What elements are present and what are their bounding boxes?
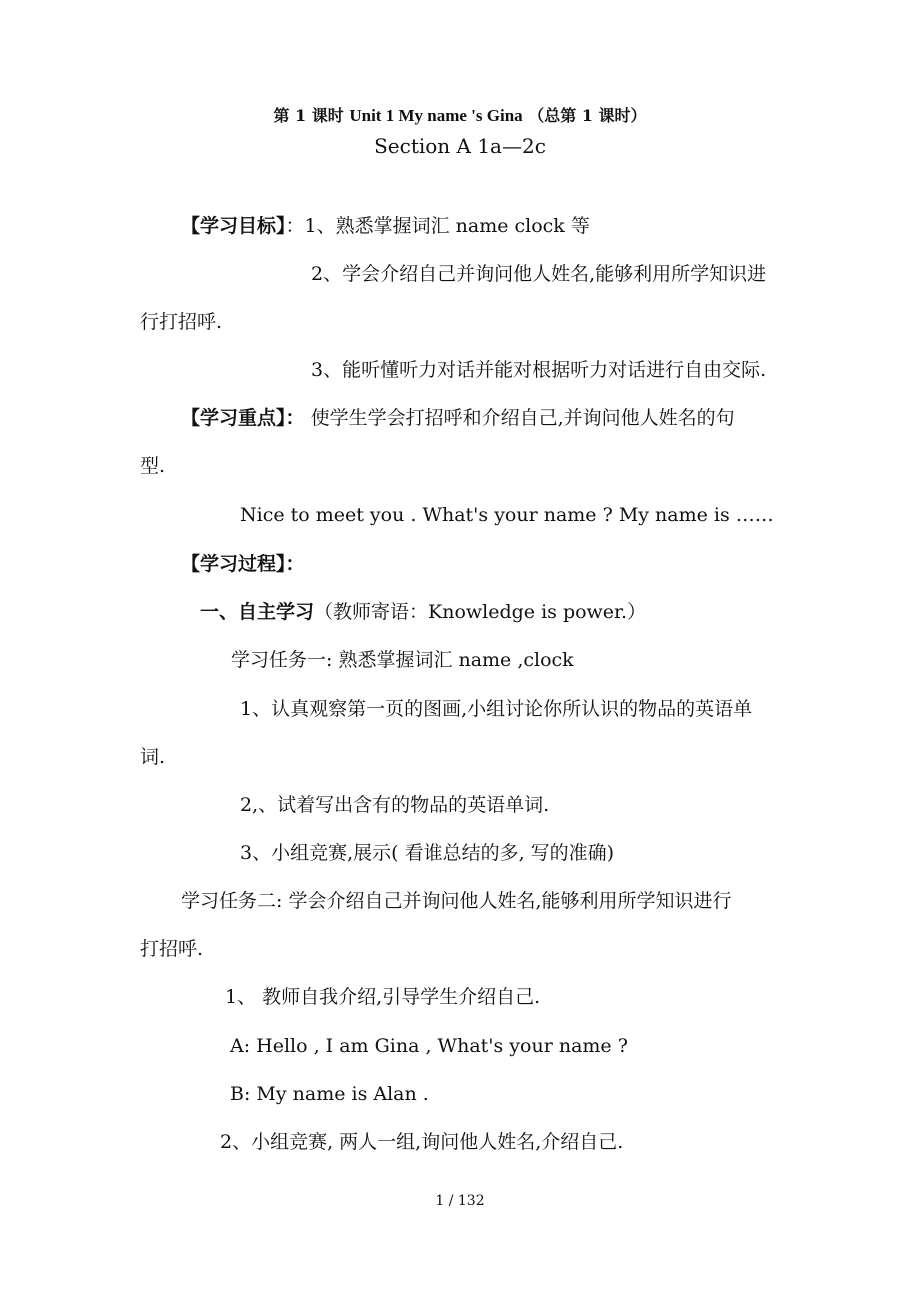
objectives-line-1 (181, 214, 590, 238)
objective-2a: 2、学会介绍自己并询问他人姓名,能够利用所学知识进 (311, 263, 767, 285)
objectives-label: 【学习目标】 (181, 215, 286, 237)
task2b: 打招呼. (140, 938, 204, 960)
lesson-title (0, 104, 920, 128)
page-number: 1 / 132 (435, 1193, 485, 1209)
task1-step1b: 词. (140, 746, 166, 768)
objective-2b: 行打招呼. (140, 311, 223, 333)
key-sentences: Nice to meet you . What's your name ? My name is …… (240, 504, 774, 526)
part1-title: 一、自主学习 (200, 601, 315, 623)
task2-step1: 1、 教师自我介绍,引导学生介绍自己. (225, 986, 541, 1008)
focus-line-1 (181, 406, 735, 430)
task1: 学习任务一: 熟悉掌握词汇 name ,clock (231, 649, 574, 671)
part1-motto: （教师寄语：Knowledge is power.） (314, 601, 647, 623)
focus-line-2: 型. (140, 455, 166, 477)
task1-step3: 3、小组竞赛,展示( 看谁总结的多, 写的准确) (240, 842, 615, 864)
objective-3: 3、能听懂听力对话并能对根据听力对话进行自由交际. (311, 359, 767, 381)
task2-step2: 2、小组竞赛, 两人一组,询问他人姓名,介绍自己. (220, 1131, 624, 1153)
lesson-number: 第 1 课时 (273, 106, 344, 125)
focus-label: 【学习重点】： (181, 407, 305, 429)
total-lesson: （总第 1 课时） (528, 106, 647, 125)
task1-step1a: 1、认真观察第一页的图画,小组讨论你所认识的物品的英语单 (240, 698, 753, 720)
dialog-line-b: B: My name is Alan . (230, 1083, 429, 1105)
task1-step2: 2,、试着写出含有的物品的英语单词. (240, 794, 550, 816)
objective-1: ：1、熟悉掌握词汇 name clock 等 (285, 215, 590, 237)
focus-text: 使学生学会打招呼和介绍自己,并询问他人姓名的句 (310, 407, 735, 429)
unit-title: Unit 1 My name 's Gina (349, 106, 523, 125)
dialog-line-a: A: Hello , I am Gina , What's your name ? (230, 1035, 628, 1057)
process-label: 【学习过程】： (181, 553, 305, 575)
part1-heading (200, 600, 646, 624)
section-title: Section A 1a—2c (374, 134, 546, 158)
task2a: 学习任务二: 学会介绍自己并询问他人姓名,能够利用所学知识进行 (181, 890, 732, 912)
